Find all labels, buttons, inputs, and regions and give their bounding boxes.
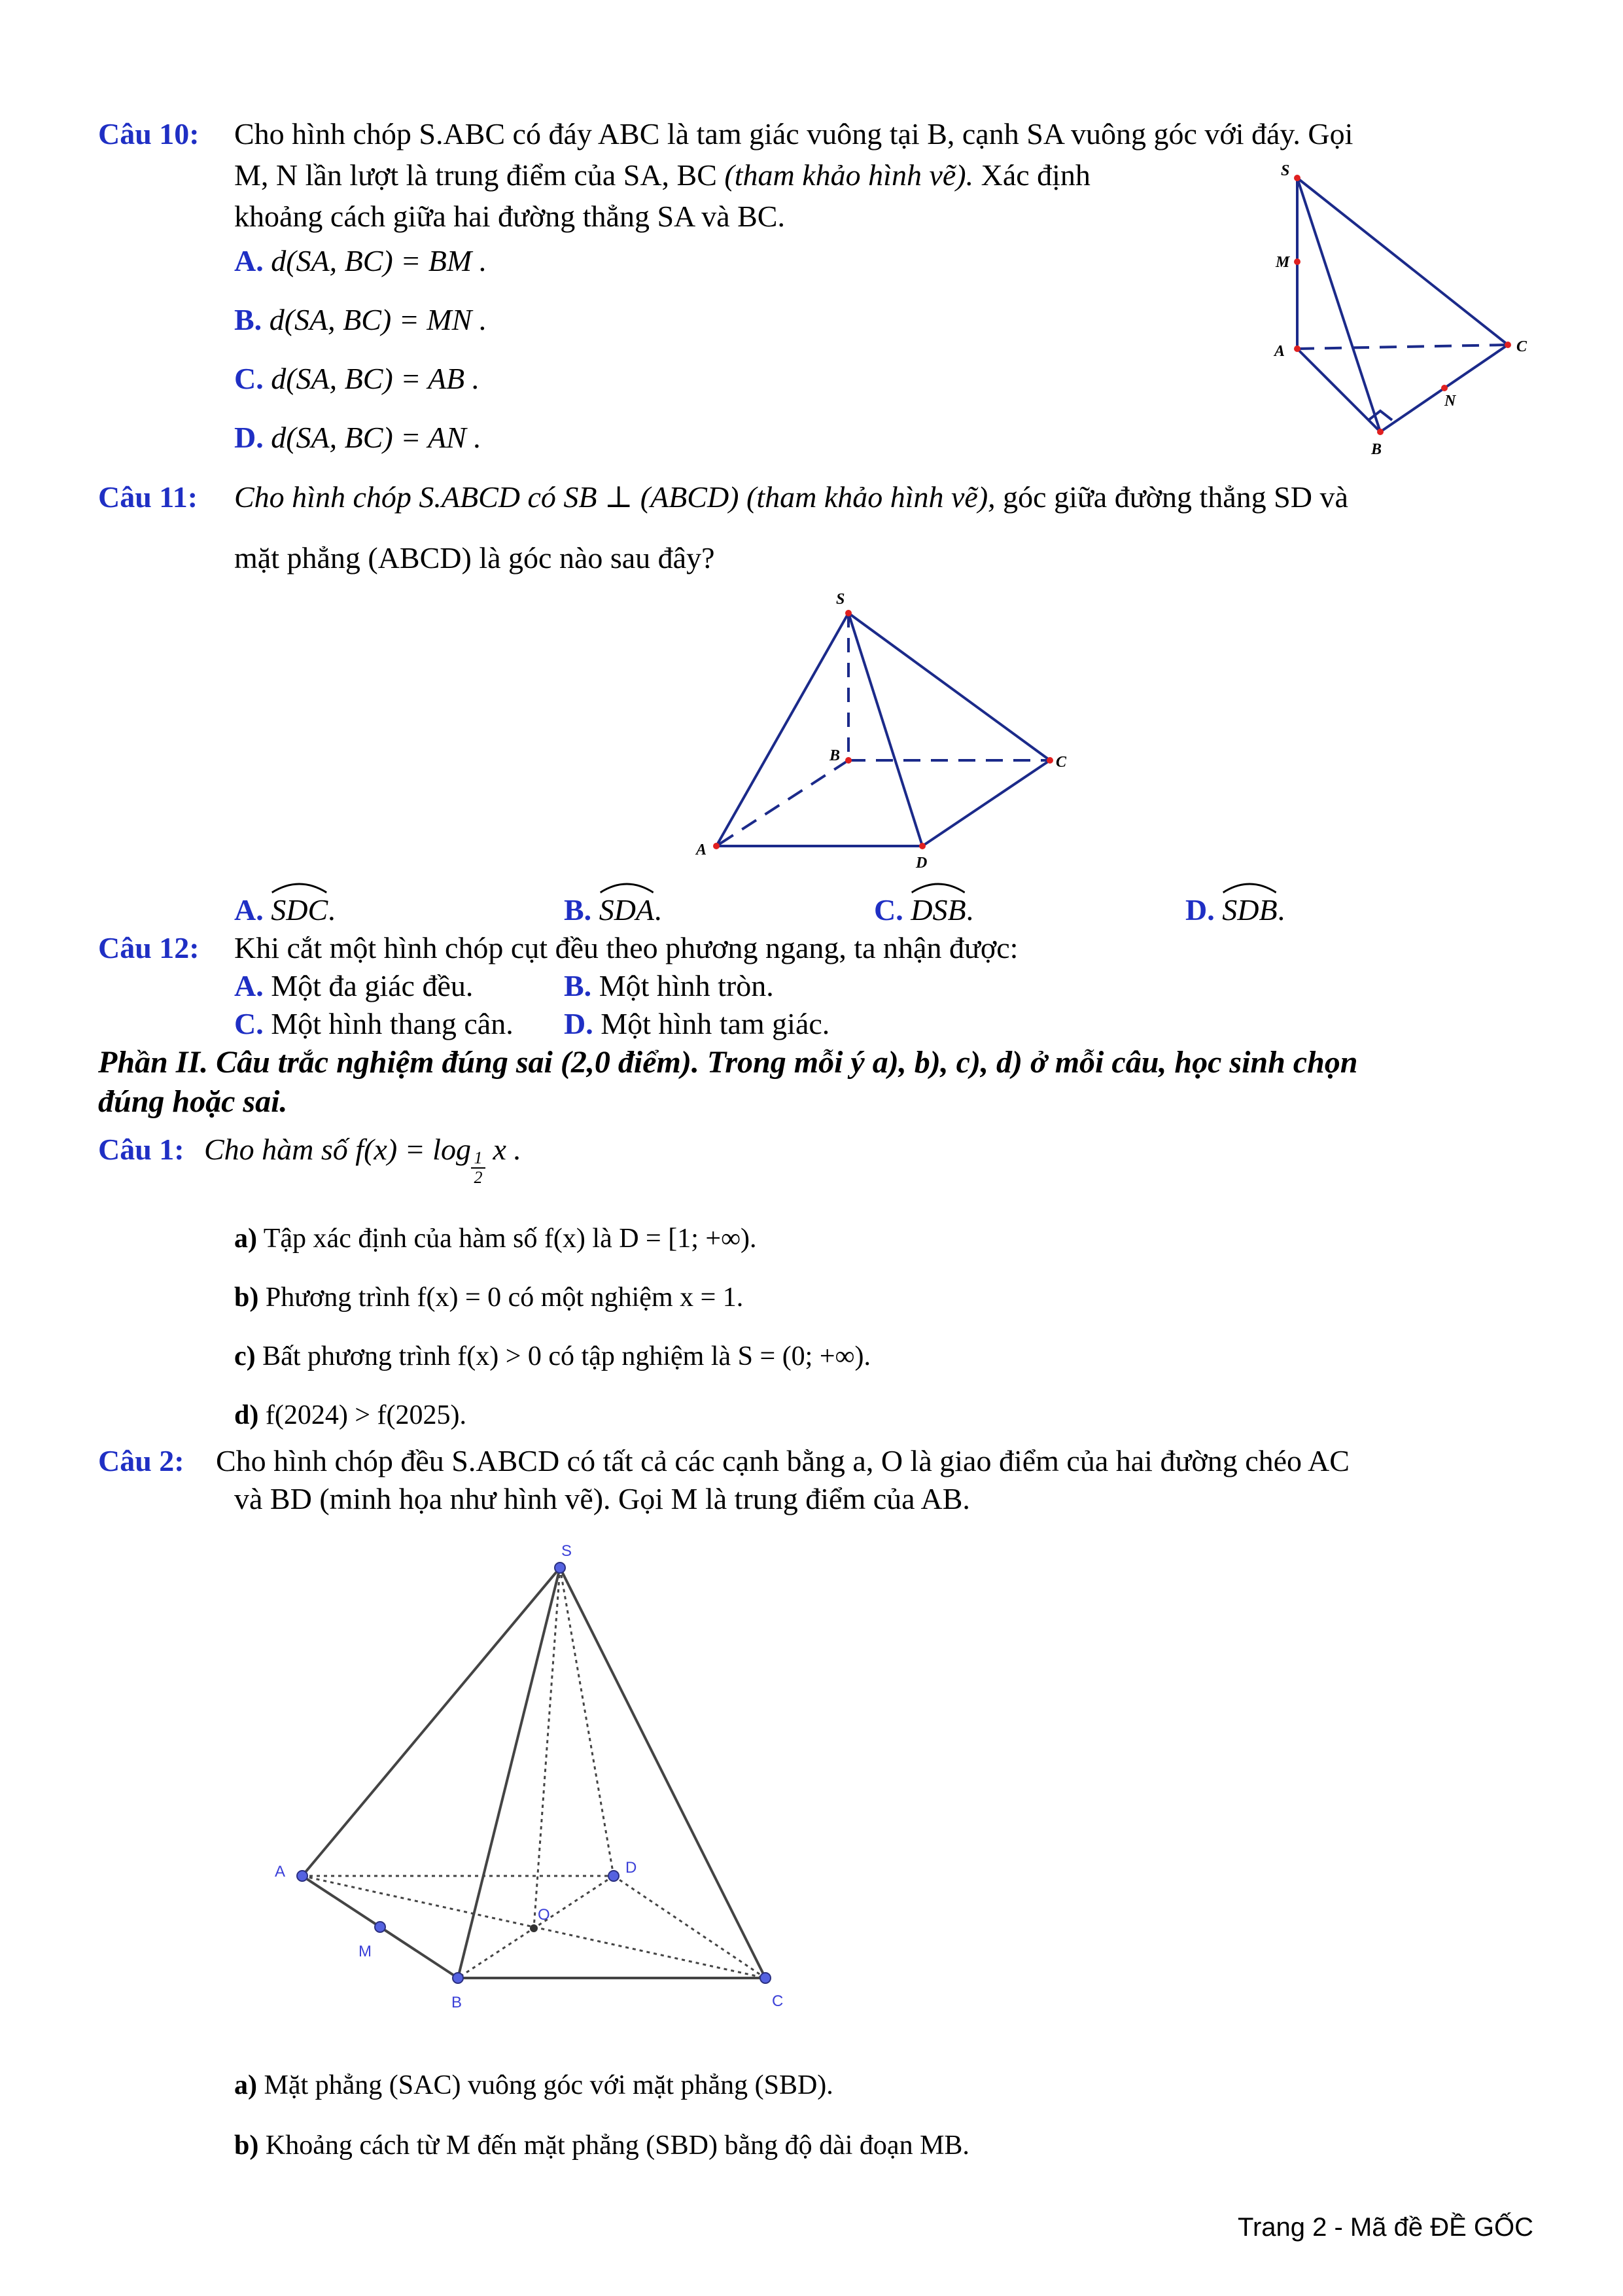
part2-heading: Phần II. Câu trắc nghiệm đúng sai (2,0 điểm). Trong mỗi ý a), b), c), d) ở mỗi câu, học sinh chọn	[98, 1045, 1358, 1080]
p2q2-label-s: S	[561, 1542, 572, 1560]
q11-number: Câu 11:	[98, 480, 198, 514]
p2q2-label-a: A	[275, 1863, 286, 1881]
p2q1-item-a[interactable]: a) Tập xác định của hàm số f(x) là D = [1; +∞).	[234, 1224, 757, 1254]
q10-option-c[interactable]: C. d(SA, BC) = AB .	[234, 362, 480, 395]
q11-label-b: B	[829, 747, 841, 764]
q10-option-d[interactable]: D. d(SA, BC) = AN .	[234, 421, 481, 454]
p2q2-label-b: B	[451, 1994, 462, 2011]
q11-label-d: D	[916, 855, 928, 872]
p2q2-item-a[interactable]: a) Mặt phẳng (SAC) vuông góc với mặt phẳng (SBD).	[234, 2070, 833, 2100]
q11-option-d[interactable]: D. SDB.	[1185, 892, 1285, 928]
q10-line2: M, N lần lượt là trung điểm của SA, BC (tham khảo hình vẽ). Xác định	[234, 158, 1091, 192]
p2q1-item-d[interactable]: d) f(2024) > f(2025).	[234, 1400, 466, 1430]
q10-label-n: N	[1444, 393, 1456, 410]
q11-label-a: A	[696, 841, 707, 858]
p2q2-label-c: C	[772, 1992, 784, 2010]
p2q2-line1: Cho hình chóp đều S.ABCD có tất cả các cạnh bằng a, O là giao điểm của hai đường chéo AC	[216, 1444, 1350, 1477]
p2q2-label-o: O	[538, 1906, 550, 1924]
q12-text: Khi cắt một hình chóp cụt đều theo phương ngang, ta nhận được:	[234, 931, 1019, 964]
p2q1-text: Cho hàm số f(x) = log $\frac{1}{2}$ x .	[204, 1133, 521, 1187]
q11-option-c[interactable]: C. DSB.	[874, 892, 973, 928]
q12-option-c[interactable]: C. Một hình thang cân.	[234, 1007, 514, 1040]
q12-option-b[interactable]: B. Một hình tròn.	[564, 969, 774, 1002]
q10-option-b[interactable]: B. d(SA, BC) = MN .	[234, 303, 487, 336]
p2q1-item-c[interactable]: c) Bất phương trình f(x) > 0 có tập nghiệm là S = (0; +∞).	[234, 1341, 871, 1371]
q11-option-a[interactable]: A. SDC.	[234, 892, 336, 928]
q10-line3: khoảng cách giữa hai đường thẳng SA và BC.	[234, 200, 785, 233]
q11-pyramid-figure	[687, 582, 1092, 870]
q10-label-m: M	[1276, 254, 1290, 271]
q10-option-a[interactable]: A. d(SA, BC) = BM .	[234, 244, 487, 277]
q10-label-a: A	[1274, 343, 1285, 360]
q12-option-a[interactable]: A. Một đa giác đều.	[234, 969, 474, 1002]
p2q1-number: Câu 1:	[98, 1133, 184, 1166]
p2q1-item-b[interactable]: b) Phương trình f(x) = 0 có một nghiệm x = 1.	[234, 1282, 744, 1313]
q10-line1: Cho hình chóp S.ABC có đáy ABC là tam giác vuông tại B, cạnh SA vuông góc với đáy. Gọi	[234, 117, 1353, 150]
q11-option-b[interactable]: B. SDA.	[564, 892, 662, 928]
q10-label-b: B	[1371, 441, 1382, 458]
q10-number: Câu 10:	[98, 117, 200, 150]
q10-label-c: C	[1516, 338, 1527, 355]
p2q2-line2: và BD (minh họa như hình vẽ). Gọi M là trung điểm của AB.	[234, 1482, 970, 1515]
p2q2-label-m: M	[358, 1943, 372, 1960]
q11-label-s: S	[836, 591, 845, 608]
q12-number: Câu 12:	[98, 931, 200, 964]
p2q2-pyramid-figure	[262, 1525, 811, 2022]
p2q2-number: Câu 2:	[98, 1444, 184, 1477]
part2-heading-cont: đúng hoặc sai.	[98, 1084, 288, 1119]
p2q2-item-b[interactable]: b) Khoảng cách từ M đến mặt phẳng (SBD) bằng độ dài đoạn MB.	[234, 2130, 969, 2161]
q10-pyramid-figure	[1243, 157, 1570, 465]
q11-line2: mặt phẳng (ABCD) là góc nào sau đây?	[234, 541, 715, 574]
q12-option-d[interactable]: D. Một hình tam giác.	[564, 1007, 830, 1040]
q11-line1: Cho hình chóp S.ABCD có SB ⊥ (ABCD) (tham khảo hình vẽ), góc giữa đường thẳng SD và	[234, 480, 1348, 514]
q11-label-c: C	[1056, 754, 1067, 771]
q10-label-s: S	[1281, 162, 1290, 179]
page-footer: Trang 2 - Mã đề ĐỀ GỐC	[1238, 2213, 1533, 2242]
p2q2-label-d: D	[625, 1859, 637, 1877]
